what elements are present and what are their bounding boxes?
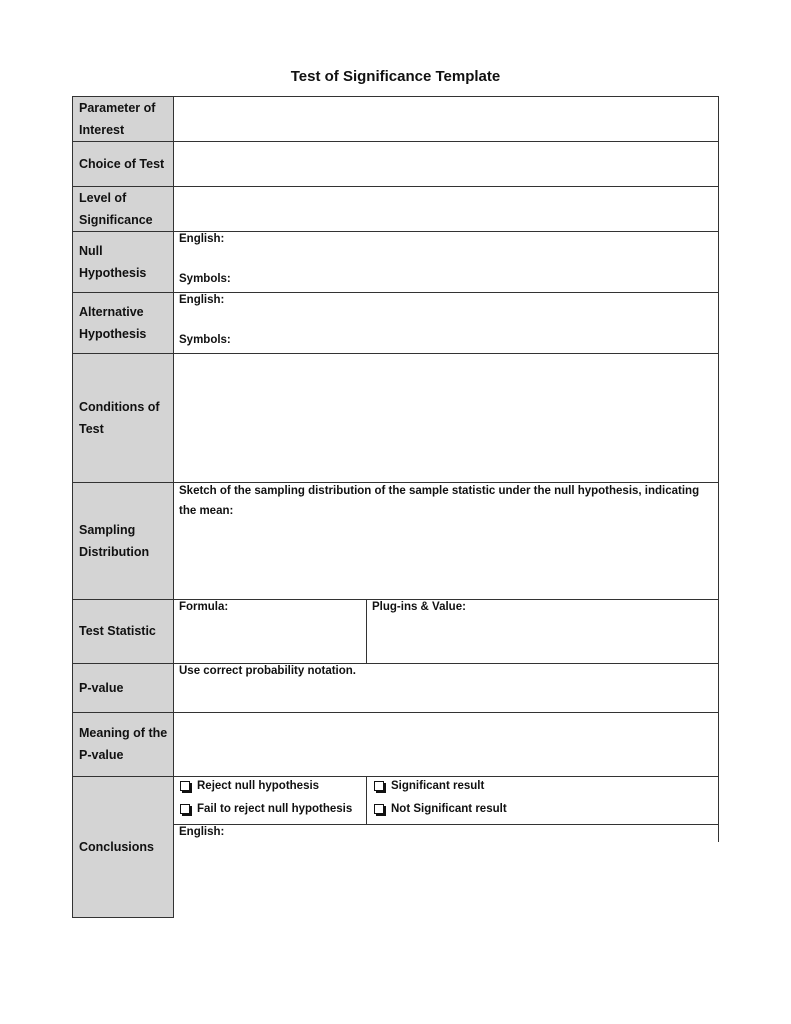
significant-label: Significant result	[391, 780, 485, 792]
test-statistic-divider	[366, 599, 367, 663]
table-border-left	[72, 96, 73, 918]
not-significant-option[interactable]	[373, 801, 507, 817]
formula-label: Formula:	[179, 601, 229, 613]
null-english-label: English:	[179, 233, 225, 245]
label-meaning-of-p-value: Meaning of the P-value	[79, 726, 168, 762]
page-title: Test of Significance Template	[290, 68, 501, 85]
label-alternative-hypothesis: Alternative Hypothesis	[79, 304, 147, 341]
sampling-distribution-prompt: Sketch of the sampling distribution of the sample statistic under the null hypothesis, indicating the mean:	[179, 485, 700, 517]
conclusions-english-label: English:	[179, 826, 225, 838]
conclusions-divider	[173, 824, 719, 825]
fail-to-reject-option[interactable]	[179, 801, 352, 817]
label-sampling-distribution: Sampling Distribution	[79, 522, 150, 559]
checkbox-icon[interactable]	[180, 804, 190, 814]
table-border-bottom	[72, 917, 174, 918]
label-level-of-significance: Level of Significance	[79, 190, 153, 227]
label-p-value: P-value	[79, 680, 124, 695]
checkbox-divider	[366, 776, 367, 824]
reject-null-label: Reject null hypothesis	[197, 780, 320, 792]
checkbox-icon[interactable]	[374, 804, 384, 814]
checkbox-icon[interactable]	[374, 781, 384, 791]
not-significant-label: Not Significant result	[391, 803, 507, 815]
alternative-symbols-label: Symbols:	[179, 334, 231, 346]
null-symbols-label: Symbols:	[179, 273, 231, 285]
label-conditions-of-test: Conditions of Test	[79, 399, 160, 436]
checkbox-icon[interactable]	[180, 781, 190, 791]
label-conclusions: Conclusions	[79, 839, 155, 854]
reject-null-option[interactable]	[179, 778, 319, 794]
label-parameter-of-interest: Parameter of Interest	[79, 100, 156, 137]
fail-to-reject-label: Fail to reject null hypothesis	[197, 803, 353, 815]
alternative-english-label: English:	[179, 294, 225, 306]
label-choice-of-test: Choice of Test	[79, 156, 165, 171]
significant-option[interactable]	[373, 778, 484, 794]
label-column-divider	[173, 96, 174, 918]
label-null-hypothesis: Null Hypothesis	[79, 243, 147, 280]
table-border-right	[718, 96, 719, 842]
p-value-note: Use correct probability notation.	[179, 665, 356, 677]
plugins-value-label: Plug-ins & Value:	[372, 601, 466, 613]
label-test-statistic: Test Statistic	[79, 624, 156, 638]
